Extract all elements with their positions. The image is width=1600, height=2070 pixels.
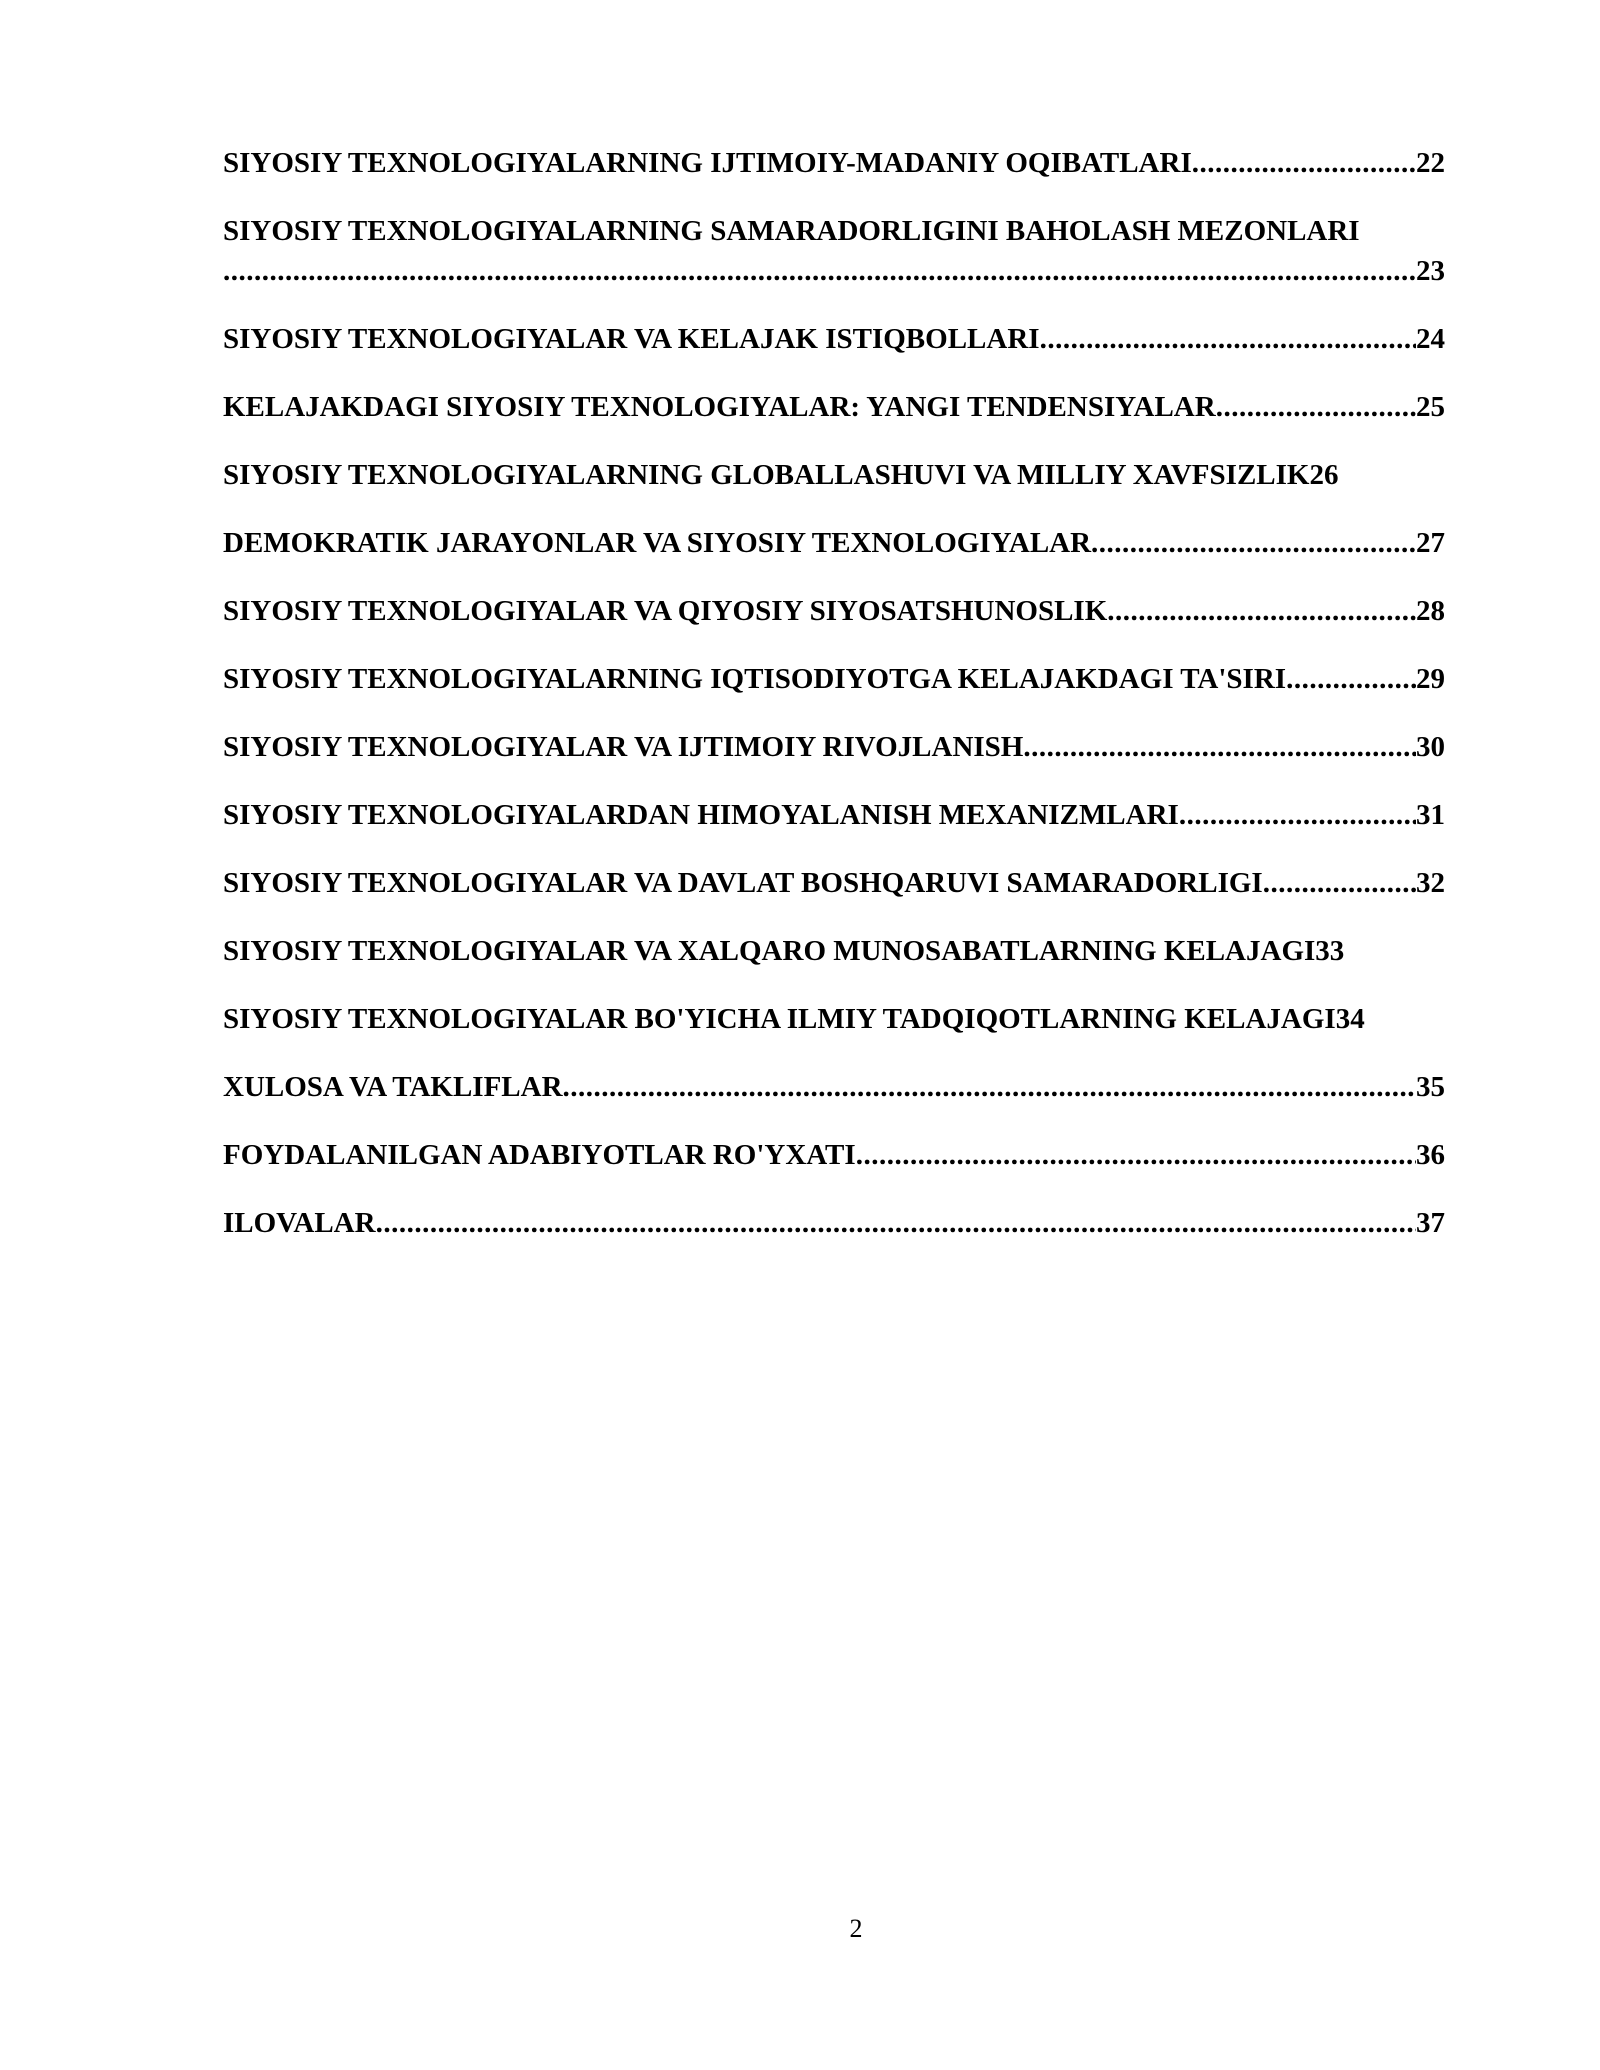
toc-leader-dots	[1286, 659, 1416, 699]
table-of-contents	[223, 143, 1468, 1271]
toc-entry[interactable]	[223, 795, 1468, 835]
toc-leader-dots	[1216, 387, 1416, 427]
toc-leader-dots	[1107, 591, 1416, 631]
toc-entry-title: SIYOSIY TEXNOLOGIYALAR VA QIYOSIY SIYOSATSHUNOSLIK	[223, 595, 1108, 627]
toc-entry-page: 25	[1416, 391, 1445, 423]
toc-entry-title: SIYOSIY TEXNOLOGIYALARNING GLOBALLASHUVI VA MILLIY XAVFSIZLIK	[223, 459, 1310, 491]
toc-entry[interactable]	[223, 211, 1468, 291]
toc-entry-page: 27	[1416, 527, 1445, 559]
toc-entry[interactable]	[223, 143, 1468, 183]
toc-leader-dots	[376, 1203, 1416, 1243]
toc-leader-dots	[223, 251, 1416, 291]
toc-entry-page: 30	[1416, 731, 1445, 763]
toc-entry-title: SIYOSIY TEXNOLOGIYALARNING IQTISODIYOTGA KELAJAKDAGI TA'SIRI	[223, 663, 1287, 695]
toc-entry-page: 22	[1416, 147, 1445, 179]
toc-entry-title: ILOVALAR	[223, 1207, 376, 1239]
toc-entry[interactable]	[223, 523, 1468, 563]
toc-entry[interactable]	[223, 999, 1468, 1039]
toc-entry-title: SIYOSIY TEXNOLOGIYALARDAN HIMOYALANISH MEXANIZMLARI	[223, 799, 1179, 831]
toc-entry-page: 26	[1309, 459, 1339, 491]
toc-entry[interactable]	[223, 727, 1468, 767]
toc-entry[interactable]	[223, 387, 1468, 427]
toc-entry-title: SIYOSIY TEXNOLOGIYALARNING IJTIMOIY-MADANIY OQIBATLARI	[223, 147, 1192, 179]
toc-entry-title: SIYOSIY TEXNOLOGIYALAR VA DAVLAT BOSHQARUVI SAMARADORLIGI	[223, 867, 1263, 899]
toc-leader-dots	[563, 1067, 1416, 1107]
toc-leader-dots	[856, 1135, 1416, 1175]
toc-entry[interactable]	[223, 1067, 1468, 1107]
toc-leader-dots	[1040, 319, 1416, 359]
toc-leader-dots	[1263, 863, 1416, 903]
toc-entry-page: 37	[1416, 1207, 1445, 1239]
toc-entry[interactable]	[223, 591, 1468, 631]
toc-entry[interactable]	[223, 319, 1468, 359]
toc-entry-title: DEMOKRATIK JARAYONLAR VA SIYOSIY TEXNOLOGIYALAR	[223, 527, 1092, 559]
toc-entry-page: 31	[1416, 799, 1445, 831]
toc-leader-dots	[1023, 727, 1416, 767]
toc-entry[interactable]	[223, 455, 1468, 495]
toc-entry-page: 33	[1315, 935, 1345, 967]
toc-entry-title: FOYDALANILGAN ADABIYOTLAR RO'YXATI	[223, 1139, 856, 1171]
toc-entry-page: 24	[1416, 323, 1445, 355]
toc-entry-page: 36	[1416, 1139, 1445, 1171]
toc-leader-dots	[1091, 523, 1416, 563]
toc-entry-page: 32	[1416, 867, 1445, 899]
toc-entry[interactable]	[223, 931, 1468, 971]
toc-entry-page: 28	[1416, 595, 1445, 627]
toc-entry-title: SIYOSIY TEXNOLOGIYALAR VA KELAJAK ISTIQBOLLARI	[223, 323, 1040, 355]
toc-entry[interactable]	[223, 863, 1468, 903]
toc-entry-page: 35	[1416, 1071, 1445, 1103]
toc-entry-page: 29	[1416, 663, 1445, 695]
toc-entry[interactable]	[223, 659, 1468, 699]
toc-entry-title: SIYOSIY TEXNOLOGIYALAR VA IJTIMOIY RIVOJLANISH	[223, 731, 1024, 763]
toc-leader-dots	[1192, 143, 1416, 183]
toc-entry[interactable]	[223, 1135, 1468, 1175]
page-number: 2	[849, 1914, 863, 1943]
toc-entry-page: 23	[1416, 255, 1445, 287]
toc-entry[interactable]	[223, 1203, 1468, 1243]
toc-leader-dots	[1179, 795, 1416, 835]
toc-entry-page: 34	[1335, 1003, 1365, 1035]
toc-entry-title: XULOSA VA TAKLIFLAR	[223, 1071, 563, 1103]
toc-entry-title: SIYOSIY TEXNOLOGIYALAR BO'YICHA ILMIY TADQIQOTLARNING KELAJAGI	[223, 1003, 1336, 1035]
toc-entry-title: SIYOSIY TEXNOLOGIYALAR VA XALQARO MUNOSABATLARNING KELAJAGI	[223, 935, 1316, 967]
toc-entry-title: SIYOSIY TEXNOLOGIYALARNING SAMARADORLIGINI BAHOLASH MEZONLARI	[223, 215, 1360, 247]
toc-entry-title: KELAJAKDAGI SIYOSIY TEXNOLOGIYALAR: YANGI TENDENSIYALAR	[223, 391, 1216, 423]
